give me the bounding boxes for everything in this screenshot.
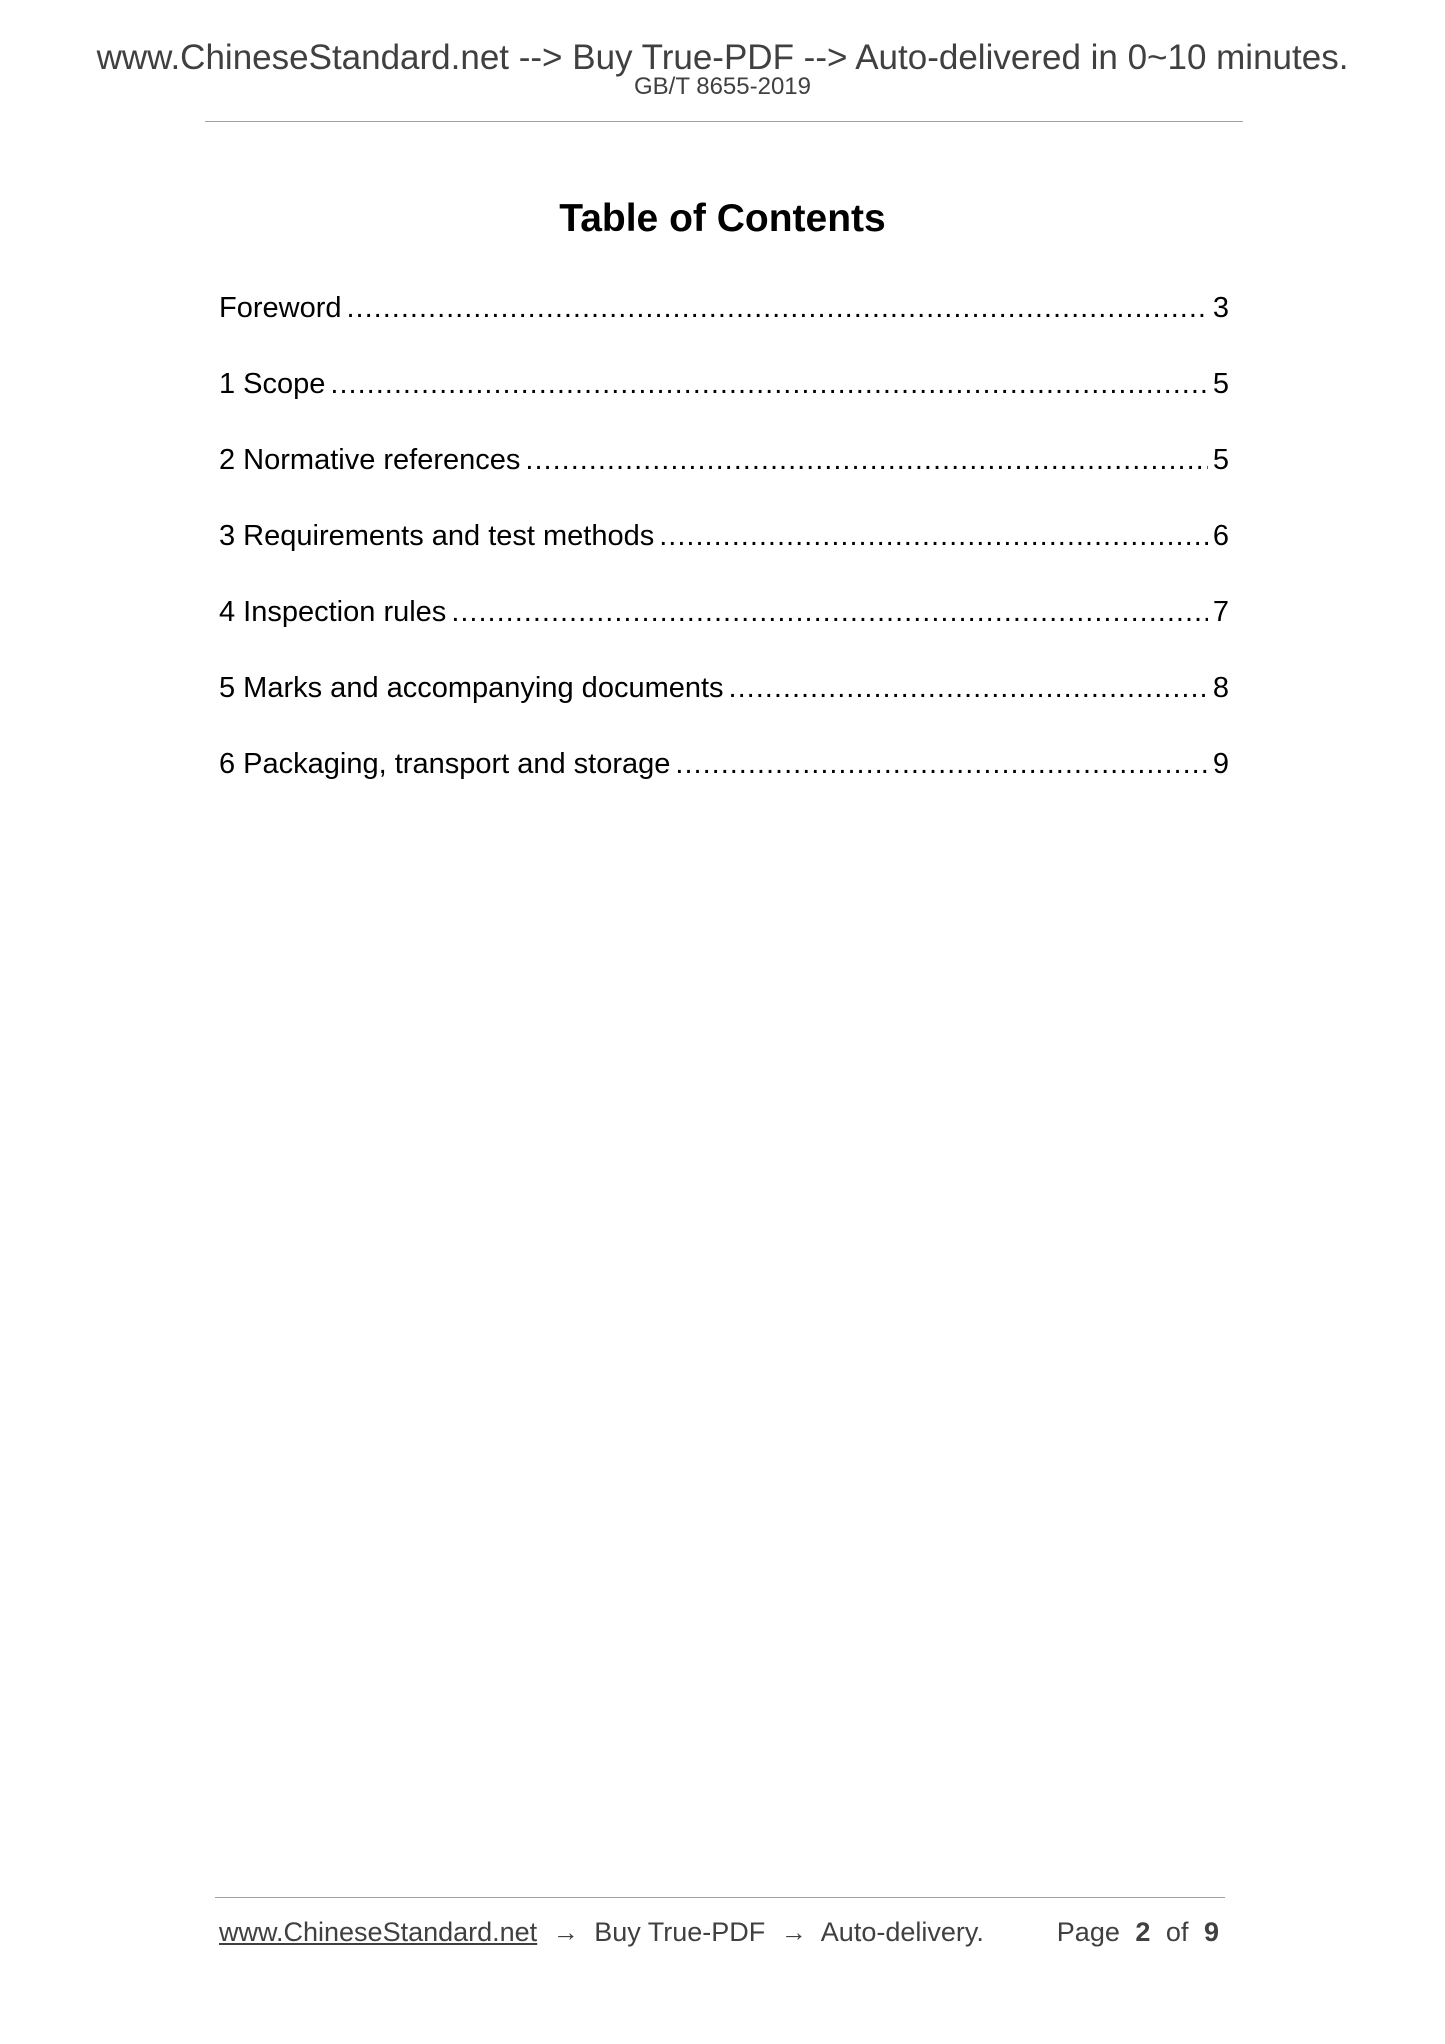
- right-arrow-icon: →: [780, 1917, 807, 1947]
- toc-entry-foreword[interactable]: [219, 290, 1229, 366]
- dot-leader: [451, 594, 1208, 630]
- toc-entry-label: Foreword: [219, 292, 342, 324]
- dot-leader: [525, 442, 1207, 478]
- toc-entry-label: 2 Normative references: [219, 444, 521, 476]
- document-code: GB/T 8655-2019: [633, 73, 811, 100]
- dot-leader: [659, 518, 1208, 554]
- toc-entry-inspection-rules[interactable]: [219, 594, 1229, 670]
- toc-entry-label: 4 Inspection rules: [219, 596, 447, 628]
- toc-entry-page-number: 9: [1212, 748, 1229, 780]
- dot-leader: [675, 746, 1207, 782]
- toc-entry-requirements[interactable]: [219, 518, 1229, 594]
- right-arrow-icon: →: [552, 1917, 579, 1947]
- buy-true-pdf-text: Buy True-PDF: [594, 1917, 766, 1947]
- toc-entry-page-number: 3: [1212, 292, 1229, 324]
- toc-entry-scope[interactable]: [219, 366, 1229, 442]
- page-label: Page: [1056, 1917, 1120, 1947]
- footer-divider: [215, 1897, 1225, 1898]
- toc-entry-label: 5 Marks and accompanying documents: [219, 672, 724, 704]
- page-footer: [219, 1914, 1225, 1950]
- toc-entry-normative-references[interactable]: [219, 442, 1229, 518]
- page-indicator: [1057, 1914, 1219, 1950]
- toc-entry-label: 3 Requirements and test methods: [219, 520, 655, 552]
- of-label: of: [1165, 1917, 1189, 1947]
- dot-leader: [729, 670, 1208, 706]
- page-title: Table of Contents: [559, 197, 886, 241]
- toc-entry-label: 1 Scope: [219, 368, 326, 400]
- dot-leader: [330, 366, 1207, 402]
- total-pages-number: 9: [1203, 1917, 1219, 1947]
- top-banner: www.ChineseStandard.net --> Buy True-PDF --> Auto-delivered in 0~10 minutes.: [96, 38, 1349, 77]
- toc-entry-page-number: 5: [1212, 368, 1229, 400]
- table-of-contents: [219, 290, 1229, 822]
- toc-entry-label: 6 Packaging, transport and storage: [219, 748, 671, 780]
- current-page-number: 2: [1135, 1917, 1151, 1947]
- website-link[interactable]: www.ChineseStandard.net: [219, 1917, 538, 1947]
- dot-leader: [347, 290, 1208, 326]
- toc-entry-page-number: 7: [1212, 596, 1229, 628]
- toc-entry-marks-documents[interactable]: [219, 670, 1229, 746]
- footer-promo: [219, 1914, 984, 1950]
- toc-entry-page-number: 5: [1212, 444, 1229, 476]
- toc-entry-packaging[interactable]: [219, 746, 1229, 822]
- toc-entry-page-number: 6: [1212, 520, 1229, 552]
- toc-entry-page-number: 8: [1212, 672, 1229, 704]
- header-divider: [205, 121, 1243, 122]
- auto-delivery-text: Auto-delivery.: [820, 1917, 984, 1947]
